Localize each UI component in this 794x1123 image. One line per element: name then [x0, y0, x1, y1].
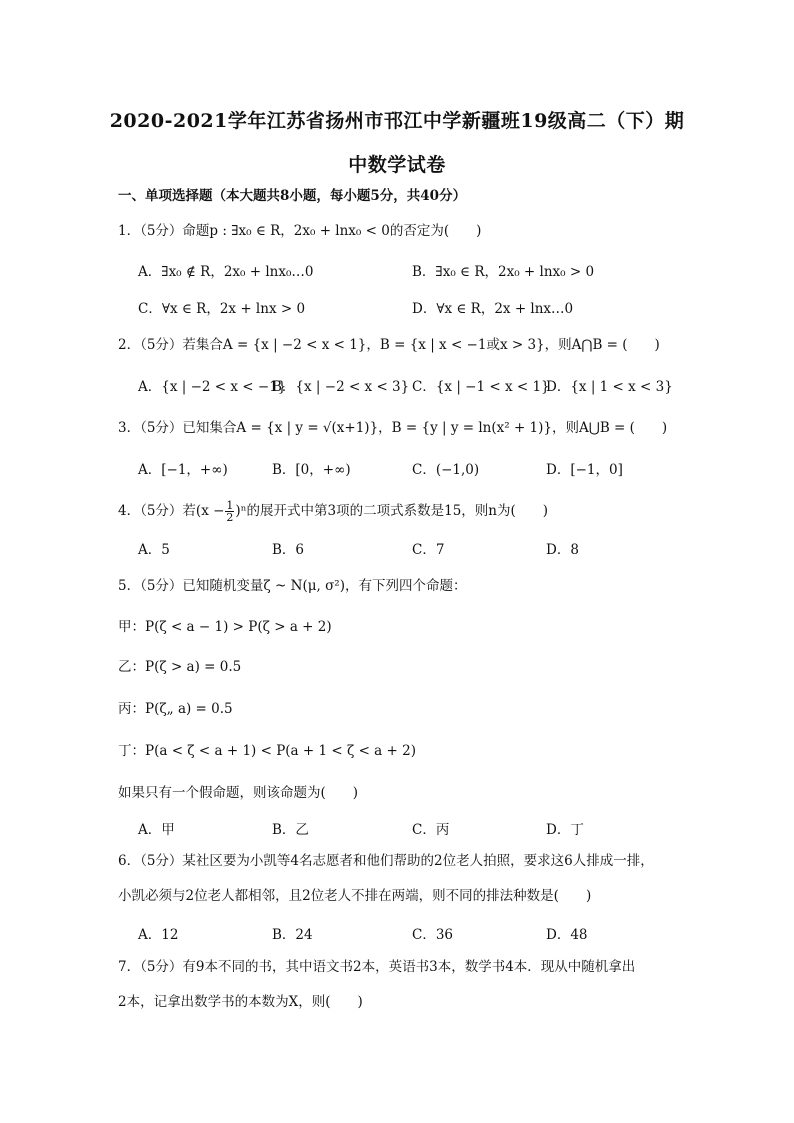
page-title-line1: 2020-2021学年江苏省扬州市邗江中学新疆班19级高二（下）期 — [109, 110, 685, 132]
question-3-option-a: A．[−1，+∞) — [138, 462, 228, 478]
question-3-option-c: C．(−1,0) — [412, 462, 480, 478]
question-2-option-a: A．{x | −2 < x < −1} — [138, 379, 287, 395]
question-5-statement-jia: 甲：P(ζ < a − 1) > P(ζ > a + 2) — [118, 619, 332, 635]
question-5-option-d: D．丁 — [546, 822, 584, 838]
question-1-option-b: B．∃x₀ ∈ R，2x₀ + lnx₀ > 0 — [412, 264, 595, 280]
question-2-option-c: C．{x | −1 < x < 1} — [412, 379, 550, 395]
question-6-line2: 小凯必须与2位老人都相邻，且2位老人不排在两端，则不同的排法种数是( ) — [118, 888, 592, 904]
question-1-option-c: C．∀x ∈ R，2x + lnx > 0 — [138, 301, 306, 317]
question-6-option-a: A．12 — [138, 927, 179, 943]
question-6-option-b: B．24 — [272, 927, 313, 943]
question-5-stem: 5．（5分）已知随机变量ζ ~ N(μ, σ²)，有下列四个命题： — [118, 578, 467, 594]
question-5-option-a: A．甲 — [138, 822, 175, 838]
question-2-option-d: D．{x | 1 < x < 3} — [546, 379, 673, 395]
question-5-statement-yi: 乙：P(ζ > a) = 0.5 — [118, 659, 242, 675]
question-4-option-a: A．5 — [138, 542, 170, 558]
question-7-line2: 2本，记拿出数学书的本数为X，则( ) — [118, 994, 363, 1010]
page-title-line2: 中数学试卷 — [348, 154, 446, 176]
question-3-option-d: D．[−1，0] — [546, 462, 623, 478]
question-4-stem — [118, 500, 548, 523]
question-2-stem: 2．（5分）若集合A = {x | −2 < x < 1}，B = {x | x < −1或x > 3}，则A⋂B = ( ) — [118, 337, 660, 353]
question-2-option-b: B．{x | −2 < x < 3} — [272, 379, 410, 395]
question-4-prefix: 4．（5分）若(x − — [118, 503, 225, 519]
question-5-statement-ding: 丁：P(a < ζ < a + 1) < P(a + 1 < ζ < a + 2) — [118, 743, 416, 759]
question-5-option-b: B．乙 — [272, 822, 309, 838]
question-5-statement-bing: 丙：P(ζ„ a) = 0.5 — [118, 701, 233, 717]
question-7-line1: 7．（5分）有9本不同的书，其中语文书2本，英语书3本，数学书4本．现从中随机拿出 — [118, 959, 636, 975]
question-3-stem: 3．（5分）已知集合A = {x | y = √(x+1)}，B = {y | y = ln(x² + 1)}，则A⋃B = ( ) — [118, 420, 668, 436]
question-3-option-b: B．[0，+∞) — [272, 462, 351, 478]
fraction-numerator: 1 — [226, 499, 234, 512]
question-1-option-a: A．∃x₀ ∉ R，2x₀ + lnx₀…0 — [138, 264, 314, 280]
section-heading: 一、单项选择题（本大题共8小题，每小题5分，共40分） — [118, 188, 467, 204]
question-6-line1: 6．（5分）某社区要为小凯等4名志愿者和他们帮助的2位老人拍照，要求这6人排成一排， — [118, 853, 654, 869]
question-4-option-d: D．8 — [546, 542, 579, 558]
question-1-stem: 1．（5分）命题p : ∃x₀ ∈ R，2x₀ + lnx₀ < 0的否定为( ) — [118, 223, 482, 239]
question-4-suffix: )ⁿ的展开式中第3项的二项式系数是15，则n为( ) — [235, 503, 549, 519]
question-5-option-c: C．丙 — [412, 822, 450, 838]
question-4-option-c: C．7 — [412, 542, 445, 558]
question-6-option-d: D．48 — [546, 927, 588, 943]
question-1-option-d: D．∀x ∈ R，2x + lnx…0 — [412, 301, 574, 317]
question-4-option-b: B．6 — [272, 542, 305, 558]
fraction — [225, 500, 234, 523]
question-5-ask: 如果只有一个假命题，则该命题为( ) — [118, 785, 359, 801]
fraction-denominator: 2 — [226, 511, 234, 524]
question-6-option-c: C．36 — [412, 927, 454, 943]
